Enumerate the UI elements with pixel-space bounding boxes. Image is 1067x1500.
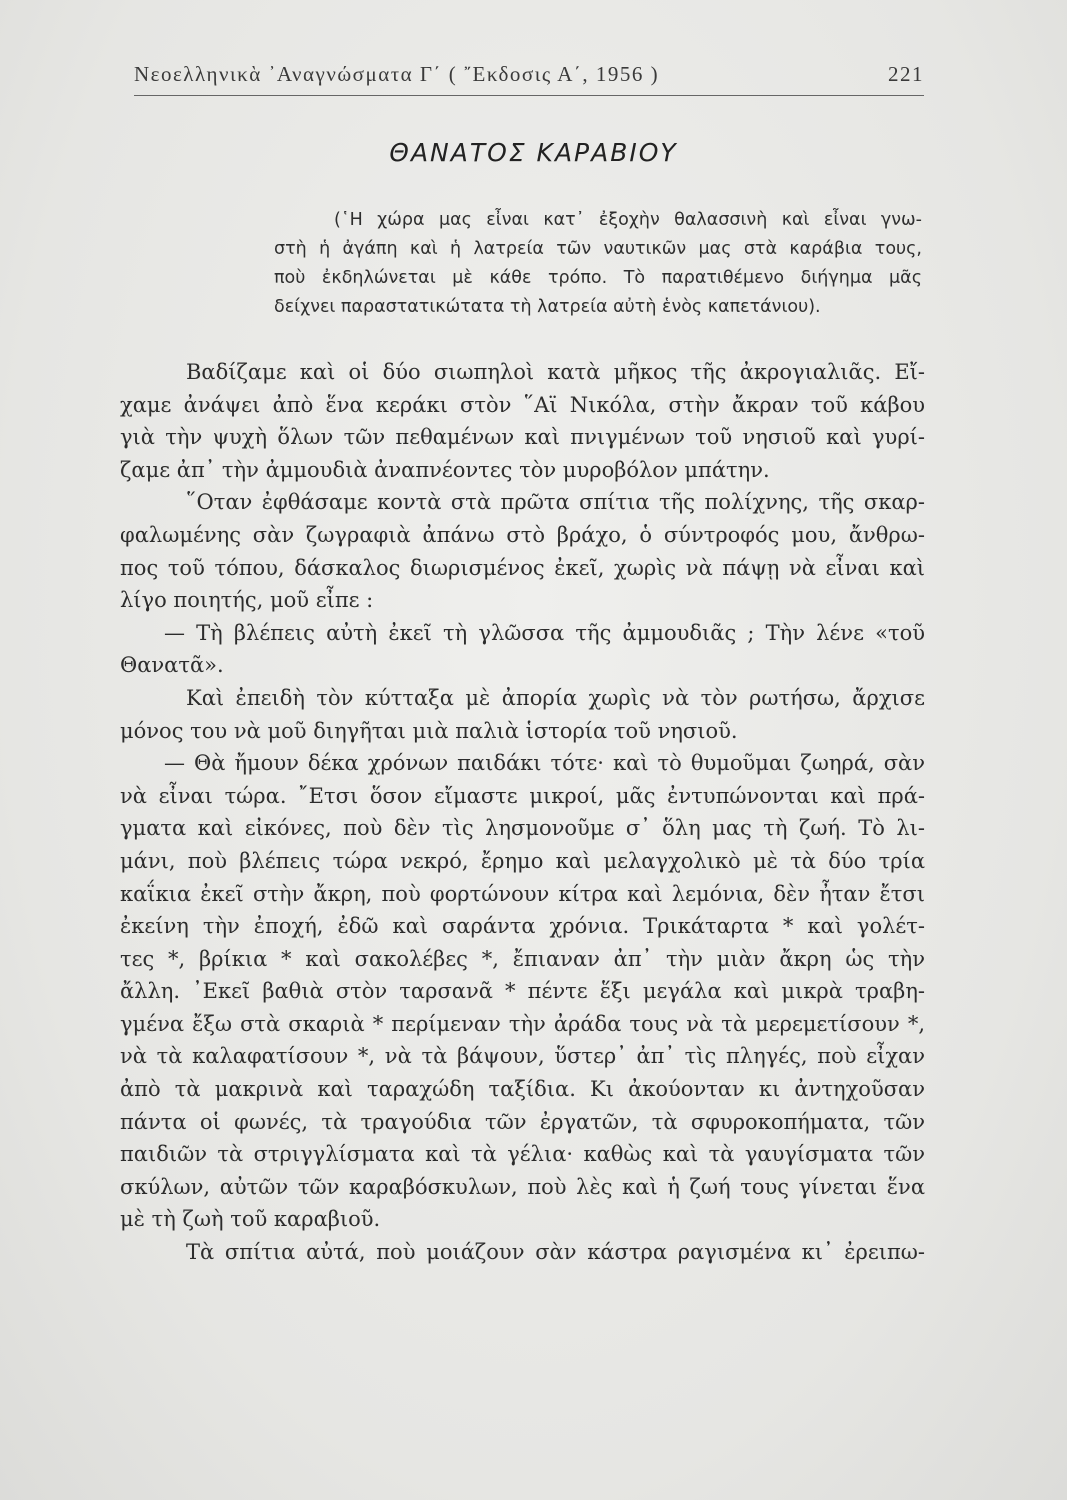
intro-line: (῾Η χώρα μας εἶναι κατ᾿ ἐξοχὴν θαλασσινὴ καὶ εἶναι γνω- (334, 210, 922, 230)
page-number: 221 (888, 62, 924, 86)
text-line: Βαδίζαμε καὶ οἱ δύο σιωπηλοὶ κατὰ μῆκος τῆς ἀκρογιαλιᾶς. Εἴ- (186, 360, 925, 384)
text-line: νὰ τὰ καλαφατίσουν *, νὰ τὰ βάψουν, ὕστερ᾿ ἀπ᾿ τὶς πληγές, ποὺ εἶχαν (120, 1044, 925, 1069)
text-line: ἄλλη. ᾿Εκεῖ βαθιὰ στὸν ταρσανᾶ * πέντε ἕξι μεγάλα καὶ μικρὰ τραβη- (120, 979, 925, 1004)
text-line: γμένα ἔξω στὰ σκαριὰ * περίμεναν τὴν ἀράδα τους νὰ τὰ μερεμετίσουν *, (120, 1011, 925, 1036)
intro-note (274, 206, 922, 322)
running-header (134, 62, 924, 96)
text-line: μόνος του νὰ μοῦ διηγῆται μιὰ παλιὰ ἱστορία τοῦ νησιοῦ. (120, 718, 738, 743)
text-line: ἀπὸ τὰ μακρινὰ καὶ ταραχώδη ταξίδια. Κι ἀκούονταν κι ἀντηχοῦσαν (120, 1077, 925, 1102)
text-line: — Θὰ ἤμουν δέκα χρόνων παιδάκι τότε· καὶ τὸ θυμοῦμαι ζωηρά, σὰν (164, 751, 925, 776)
text-line: μὲ τὴ ζωὴ τοῦ καραβιοῦ. (120, 1207, 381, 1232)
text-line: ῞Οταν ἐφθάσαμε κοντὰ στὰ πρῶτα σπίτια τῆς πολίχνης, τῆς σκαρ- (186, 490, 925, 515)
text-line: παιδιῶν τὰ στριγγλίσματα καὶ τὰ γέλια· καθὼς καὶ τὰ γαυγίσματα τῶν (120, 1142, 925, 1167)
text-line: τες *, βρίκια * καὶ σακολέβες *, ἔπιαναν ἀπ᾿ τὴν μιὰν ἄκρη ὡς τὴν (120, 946, 925, 971)
text-line: γματα καὶ εἰκόνες, ποὺ δὲν τὶς λησμονοῦμε σ᾿ ὅλη μας τὴ ζωή. Τὸ λι- (120, 816, 925, 841)
intro-line: δείχνει παραστατικώτατα τὴ λατρεία αὐτὴ ἑνὸς καπετάνιου). (274, 297, 821, 317)
chapter-title: ΘΑΝΑΤΟΣ ΚΑΡΑΒΙΟΥ (389, 138, 678, 167)
intro-line: ποὺ ἐκδηλώνεται μὲ κάθε τρόπο. Τὸ παρατιθέμενο διήγημα μᾶς (274, 268, 922, 288)
text-line: χαμε ἀνάψει ἀπὸ ἕνα κεράκι στὸν ῞Αϊ Νικόλα, στὴν ἄκραν τοῦ κάβου (120, 392, 925, 417)
text-line: καΐκια ἐκεῖ στὴν ἄκρη, ποὺ φορτώνουν κίτρα καὶ λεμόνια, δὲν ἦταν ἔτσι (120, 881, 925, 906)
text-line: νὰ εἶναι τώρα. ῎Ετσι ὅσον εἴμαστε μικροί, μᾶς ἐντυπώνονται καὶ πρά- (120, 783, 925, 808)
text-line: Θανατᾶ». (120, 653, 224, 678)
text-line: ἐκείνη τὴν ἐποχή, ἐδῶ καὶ σαράντα χρόνια. Τρικάταρτα * καὶ γολέτ- (120, 914, 925, 939)
text-line: — Τὴ βλέπεις αὐτὴ ἐκεῖ τὴ γλῶσσα τῆς ἀμμουδιᾶς ; Τὴν λένε «τοῦ (164, 620, 925, 645)
story-body (120, 356, 925, 1269)
text-line: σκύλων, αὐτῶν τῶν καραβόσκυλων, ποὺ λὲς καὶ ἡ ζωή τους γίνεται ἕνα (120, 1174, 925, 1199)
intro-line: στὴ ἡ ἀγάπη καὶ ἡ λατρεία τῶν ναυτικῶν μας στὰ καράβια τους, (274, 239, 922, 259)
text-line: πος τοῦ τόπου, δάσκαλος διωρισμένος ἐκεῖ, χωρὶς νὰ πάψῃ νὰ εἶναι καὶ (120, 555, 925, 580)
text-line: ζαμε ἀπ᾿ τὴν ἀμμουδιὰ ἀναπνέοντες τὸν μυροβόλον μπάτην. (120, 457, 770, 482)
text-line: γιὰ τὴν ψυχὴ ὅλων τῶν πεθαμένων καὶ πνιγμένων τοῦ νησιοῦ καὶ γυρί- (120, 425, 925, 450)
text-line: Καὶ ἐπειδὴ τὸν κύτταξα μὲ ἀπορία χωρὶς νὰ τὸν ρωτήσω, ἄρχισε (186, 685, 925, 710)
text-line: Τὰ σπίτια αὐτά, ποὺ μοιάζουν σὰν κάστρα ραγισμένα κι᾿ ἐρειπω- (186, 1240, 925, 1265)
text-line: πάντα οἱ φωνές, τὰ τραγούδια τῶν ἐργατῶν, τὰ σφυροκοπήματα, τῶν (120, 1109, 925, 1134)
text-line: μάνι, ποὺ βλέπεις τώρα νεκρό, ἔρημο καὶ μελαγχολικὸ μὲ τὰ δύο τρία (120, 848, 925, 873)
header-title: Νεοελληνικὰ ᾿Αναγνώσματα Γ΄ ( ῎Εκδοσις Α΄, 1956 ) (134, 62, 660, 86)
text-line: φαλωμένης σὰν ζωγραφιὰ ἀπάνω στὸ βράχο, ὁ σύντροφός μου, ἄνθρω- (120, 522, 925, 547)
text-line: λίγο ποιητής, μοῦ εἶπε : (120, 588, 374, 613)
